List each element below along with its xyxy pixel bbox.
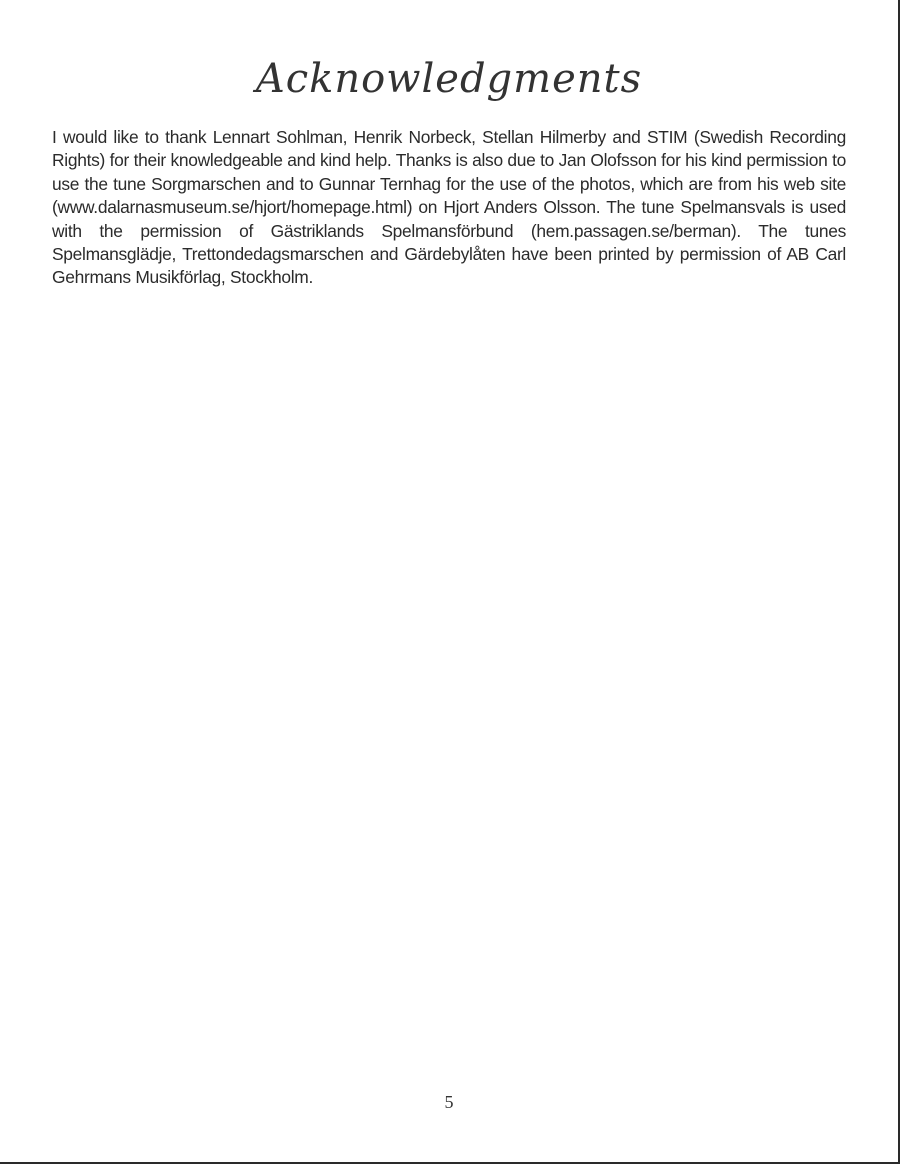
acknowledgments-paragraph: I would like to thank Lennart Sohlman, Henrik Norbeck, Stellan Hilmerby and STIM (Swedish Recording Rights) for their knowledgeable and kind help. Thanks is also due to Jan Olofsson for his kind permission to use the tune Sorgmarschen and to Gunnar Ternhag for the use of the photos, which are from his web site (www.dalarnasmuseum.se/hjort/homepage.html) on Hjort Anders Olsson. The tune Spelmansvals is used with the permission of Gästriklands Spelmansförbund (hem.passagen.se/berman). The tunes Spelmansglädje, Trettondedagsmarschen and Gärdebylåten have been printed by permission of AB Carl Gehrmans Musikförlag, Stockholm.	[52, 127, 846, 288]
page-title: Acknowledgments	[255, 56, 643, 102]
page-number: 5	[444, 1092, 454, 1112]
